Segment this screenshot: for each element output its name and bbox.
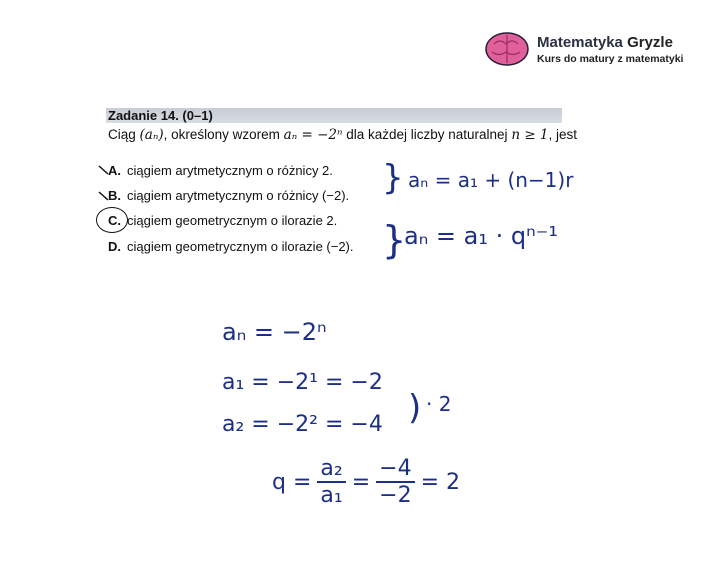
brain-icon <box>484 30 530 68</box>
option-d[interactable] <box>108 239 354 254</box>
option-a[interactable] <box>108 163 333 178</box>
option-text: ciągiem arytmetycznym o różnicy 2. <box>127 163 333 178</box>
option-text: ciągiem arytmetycznym o różnicy (−2). <box>127 188 350 203</box>
hw-eq: = <box>351 469 371 495</box>
hw-a1: a₁ = −2¹ = −2 <box>222 370 383 395</box>
hw-den: −2 <box>379 483 412 508</box>
q-seq: (aₙ) <box>139 127 164 143</box>
task-title: Zadanie 14. (0–1) <box>108 108 213 123</box>
q-text: Ciąg <box>108 127 136 142</box>
q-text: dla każdej liczby naturalnej <box>346 127 508 142</box>
hw-num: a₂ <box>317 456 345 483</box>
option-text: ciągiem geometrycznym o ilorazie (−2). <box>127 239 354 254</box>
option-letter: B. <box>108 188 121 203</box>
brace-icon: } <box>382 158 404 198</box>
brand-logo <box>537 34 683 65</box>
hw-num: −4 <box>376 456 414 483</box>
option-letter: D. <box>108 239 121 254</box>
brace-icon: } <box>382 218 407 262</box>
q-cond: n ≥ 1 <box>511 127 549 143</box>
task-question <box>108 127 577 143</box>
hw-geom-formula: aₙ = a₁ · qⁿ⁻¹ <box>404 222 558 250</box>
brand-tagline: Kurs do matury z matematyki <box>537 53 684 65</box>
option-text: ciągiem geometrycznym o ilorazie 2. <box>127 213 338 228</box>
brand-name-2: Gryzle <box>627 34 673 51</box>
option-b[interactable] <box>108 188 349 203</box>
hw-arith-formula: aₙ = a₁ + (n−1)r <box>408 168 574 192</box>
hw-a2: a₂ = −2² = −4 <box>222 412 383 437</box>
hw-q: q = <box>272 469 312 495</box>
hw-quotient <box>272 456 460 508</box>
brand-name: Matematyka <box>537 34 623 51</box>
hw-den: a₁ <box>320 483 343 508</box>
hw-times2: · 2 <box>426 392 452 416</box>
option-c[interactable] <box>108 213 337 228</box>
q-formula: aₙ = −2ⁿ <box>283 127 343 143</box>
brace-icon: ) <box>408 388 422 428</box>
option-letter: C. <box>108 213 121 228</box>
q-text: , jest <box>548 127 578 142</box>
hw-given: aₙ = −2ⁿ <box>222 318 327 346</box>
option-letter: A. <box>108 163 121 178</box>
q-text: , określony wzorem <box>163 127 280 142</box>
hw-result: = 2 <box>420 469 461 495</box>
